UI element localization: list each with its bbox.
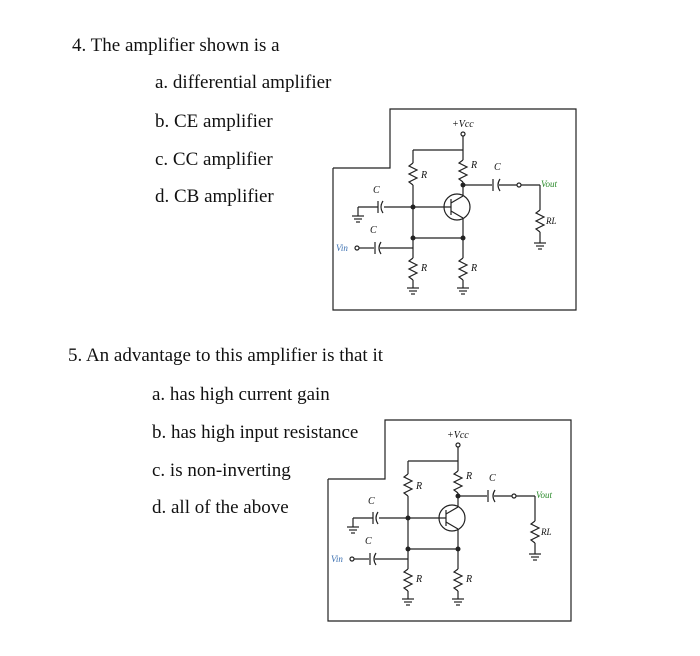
circuit-2-rb2-label: R [416, 574, 423, 585]
question-4-option-d[interactable]: d. CB amplifier [155, 186, 274, 207]
circuit-2-cout-label: C [489, 473, 496, 484]
circuit-1-rb2-label: R [421, 263, 428, 274]
question-5-option-a[interactable]: a. has high current gain [152, 384, 330, 405]
circuit-1-vin-label: Vin [336, 243, 348, 253]
circuit-2-re-label: R [466, 574, 473, 585]
circuit-2-vin-label: Vin [331, 554, 343, 564]
circuit-1-re-label: R [471, 263, 478, 274]
circuit-2-cin-label: C [365, 536, 372, 547]
circuit-1-cout-label: C [494, 162, 501, 173]
question-5-prompt: 5. An advantage to this amplifier is that it [68, 345, 384, 366]
question-4-prompt: 4. The amplifier shown is a [72, 35, 280, 56]
circuit-1-vcc-label: +Vcc [452, 119, 474, 130]
circuit-1-rb1-label: R [421, 170, 428, 181]
circuit-2-vout-label: Vout [536, 490, 553, 500]
question-5-option-c[interactable]: c. is non-inverting [152, 460, 291, 481]
circuit-1-vout-label: Vout [541, 179, 558, 189]
circuit-2-cbyp-label: C [368, 496, 375, 507]
circuit-1-cbyp-label: C [373, 185, 380, 196]
question-4-option-b[interactable]: b. CE amplifier [155, 111, 273, 132]
question-4-option-c[interactable]: c. CC amplifier [155, 149, 273, 170]
question-4-option-a[interactable]: a. differential amplifier [155, 72, 332, 93]
circuit-1-cin-label: C [370, 225, 377, 236]
circuit-2-rl-label: RL [541, 527, 552, 537]
circuit-1-rl-label: RL [546, 216, 557, 226]
question-5-option-d[interactable]: d. all of the above [152, 497, 289, 518]
question-5-option-b[interactable]: b. has high input resistance [152, 422, 359, 443]
circuit-1-rc-label: R [471, 160, 478, 171]
circuit-2-rc-label: R [466, 471, 473, 482]
circuit-2-vcc-label: +Vcc [447, 430, 469, 441]
circuit-2-rb1-label: R [416, 481, 423, 492]
